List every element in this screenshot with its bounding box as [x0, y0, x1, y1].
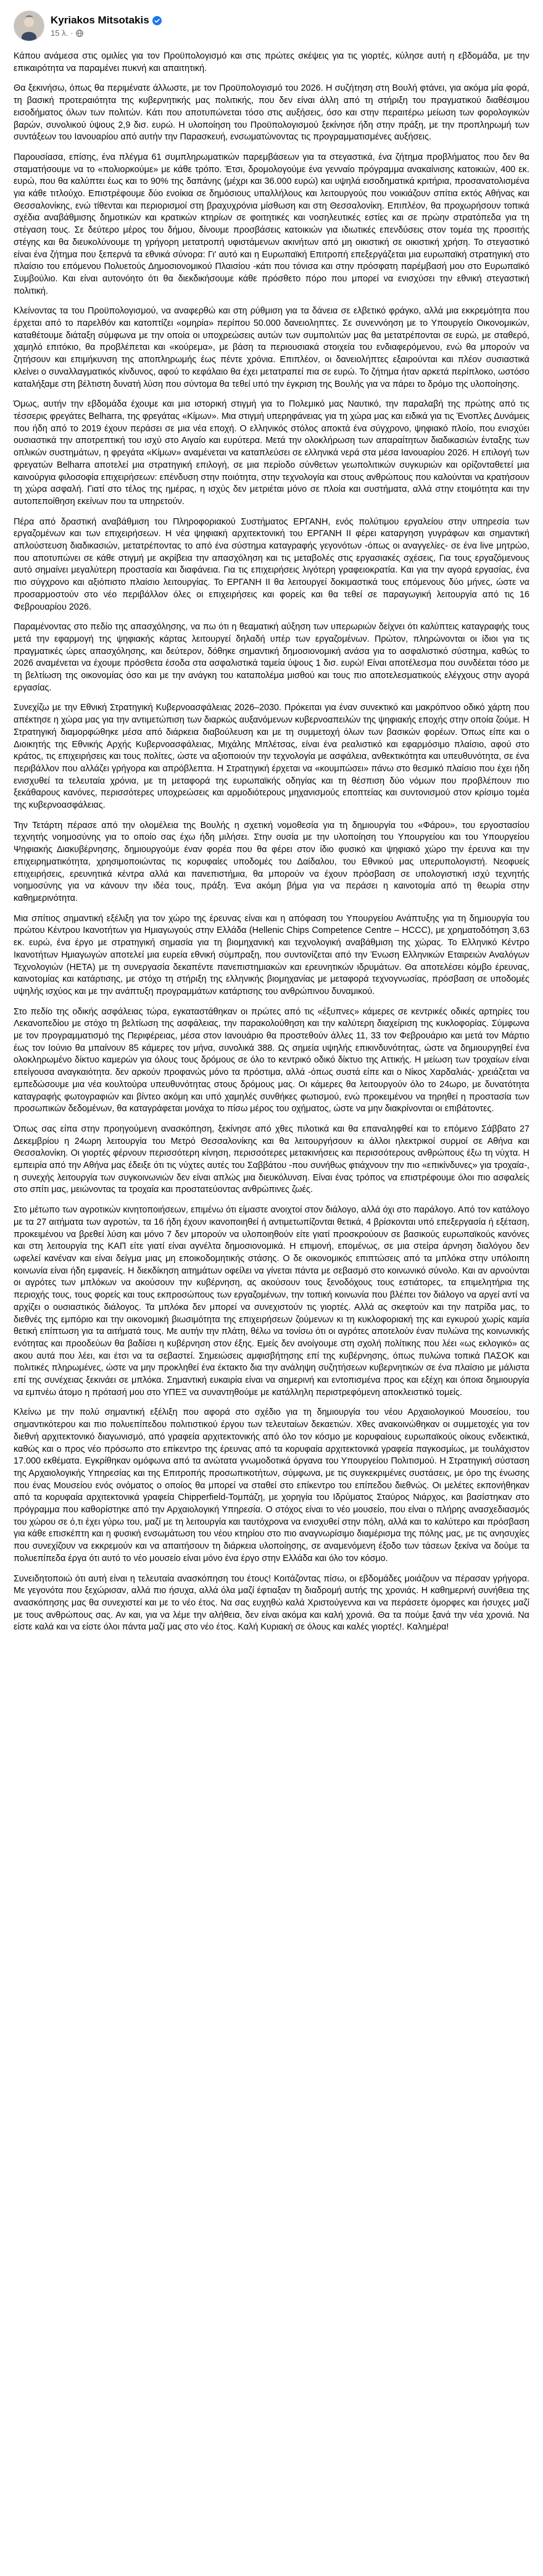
- post-paragraph: Στο μέτωπο των αγροτικών κινητοποιήσεων, επιμένω ότι είμαστε ανοιχτοί στον διάλογο, αλλά όχι στο παράλογο. Από τον κατάλογο με τα 27 αιτήματα των αγροτών, τα 16 ήδη έχουν ικανοποιηθεί ή αντιμετωπίζονται θετικά, 4 βρίσκονται υπό επεξεργασία ή εξέταση, προκειμένου να βρεθεί λύση και μόνο 7 δεν μπορούν να υλοποιηθούν είτε γιατί προσκρούουν σε βασικούς ευρωπαϊκούς κανόνες και στη λειτουργία της ΚΑΠ είτε γιατί είναι αγνέλτα δημοσιονομικά. Η επιμονή, επομένως, σε μια στείρα άρνηση διαλόγου δεν ωφελεί κανέναν και είναι δείγμα μιας μη εποικοδομητικής στάσης. Ο δε οικονομικός επιπτώσεις από τα μπλόκα στην υπόλοιπη κοινωνία είναι ήδη εμφανείς. Η διεκδίκηση αιτημάτων οφείλει να γίνεται πάντα με σεβασμό στο κοινωνικό σύνολο. Και αν αρνούνται οι αγρότες των μπλόκων να ακούσουν την κυβέρνηση, ας ακούσουν τους ξενοδόχους τους εστιάτορες, τα επιμελητήρια της περιοχής τους, τους φορείς και τους εκπροσώπους των εργαζομένων, την τοπική κοινωνία που βλέπει τον διάλογο να αργεί αντί να αρχίζει ο ουσιαστικός διάλογος. Τα μπλόκα δεν μπορεί να συνεχιστούν τις γιορτές. Αλλά ας σκεφτούν και την πατρίδα μας, το διεθνές της εμπόριο και την οικονομική βιωσιμότητα της επιχειρήσεων ζούμενων κι τη κυκλοφοριακή της και εγκυρού χωρίς καμία θετική επίπτωση για τα αιτήματά τους. Με αυτήν την πλάτη, θέλω να τονίσω ότι οι αγρότες αποτελούν έναν πυλώνα της κοινωνικής ενότητας και προοδεύων θα βαδίσει η κυβέρνηση στον έξης. Εμείς δεν ανοίγουμε στη σχολή πολίτικης που λέει «ως εκλογικό» ας ακου αυτά που λέει, και έτσι να τα σεβαστεί. Σημειώσεις αμφισβήτησης επί της κυβέρνησης, όπως πυλώνα τοπικά ΠΑΣΟΚ και πολιτικές πληρωμένες, ώστε να μην προκληθεί ένα έκτακτο δια την ανάληψη συζητήσεων κυβερνητικών σε ένα πλαίσιο με μάλιστα επί της συνέχειας ξεκινάει σε μπλόκα. Σημαντική ευκαιρία είναι να σημερινή και εντοπισμένα προς και εξέχη και όποια δημιουργία να εμπνέω άτομο η πρότασή μου στο ΥΠΕΞ να συναντηθούμε με κατάλληλη περιστρεφόμενη αποκλειστικό τομείς.: [14, 1205, 529, 1398]
- profile-photo-icon: [14, 11, 44, 41]
- post-paragraph: Κλείνοντας τα του Προϋπολογισμού, να αναφερθώ και στη ρύθμιση για τα δάνεια σε ελβετικό φράγκο, αλλά μια εκκρεμότητα που έρχεται από το παρελθόν και κατοπτίζει «ομηρία» περίπου 50.000 δανειοληπτες. Σε συνεννόηση με το Υπουργείο Οικονομικών, καταθέτουμε διάταξη σύμφωνα με την οποία οι υποχρεώσεις αυτών των συμπολιτών μας θα μετατρέπονται σε ευρώ, με σταθερό, χαμηλό επιτόκιο, θα προβλέπεται και «κούρεμα», με βάση τα περιουσιακά στοιχεία του ενδιαφερόμενου, ενώ θα μπορούν να ζητήσουν και επιμήκυνση της αποπληρωμής έως πέντε χρόνια. Επιπλέον, οι δανειολήπτες εξαιρούνται και πλέον συσιαστικά κλείνει ο συναλλαγματικός κίνδυνος, αφού το κεφάλαιο θα έχει μετατραπεί πια σε ευρώ. Το ζήτημα ήταν αρκετά περίπλοκο, ωστόσο καταλήξαμε στη βέλτιστη δυνατή λύση που σύντομα θα τεθεί υπό την έγκριση της Βουλής για να πάρει το δρόμο της υλοποίησης.: [14, 306, 529, 389]
- post-paragraph: Όπως σας είπα στην προηγούμενη ανασκόπηση, ξεκίνησε από χθες πιλοτικά και θα επαναληφθεί και το επόμενο Σάββατο 27 Δεκεμβρίου η 24ωρη λειτουργία του Μετρό Θεσσαλονίκης και θα λειτουργήσουν κι άλλοι ηλεκτρικοί συρμοί σε Αθήνα και Θεσσαλονίκη. Οι γιορτές φέρνουν περισσότερη κίνηση, περισσότερες μετακινήσεις και περισσότερους ανθρώπους έξω τη νύχτα. Η εμπειρία από την Αθήνα μας έδειξε ότι τις νύχτες αυτές του Σαββάτου -που συνήθως φτιάχνουν την πιο «επικίνδυνες» για τροχαία-, η συνεχής λειτουργία των συγκοινωνιών δεν είναι απλώς μια διευκόλυνση. Είναι ένας τρόπος να επιστρέφουμε όλοι πιο ασφαλείς στο σπίτι μας, μειώνοντας τα τροχαία και προστατεύοντας ανθρώπινες ζωές.: [14, 1124, 529, 1195]
- post-body: [14, 51, 529, 1634]
- post-paragraph: Συνεχίζω με την Εθνική Στρατηγική Κυβερνοασφάλειας 2026–2030. Πρόκειται για έναν συνεκτικό και μακρόπνοο οδικό χάρτη που απέκτησε η χώρα μας για την αντιμετώπιση των διαρκώς αυξανόμενων κυβερνοαπειλών της ψηφιακής εποχής στην οποία ζούμε. Η Στρατηγική διαμορφώθηκε μέσα από διάρκεια διαβούλευση και με τη συμμετοχή όλων των βασικών φορέων. Όπως είπε και ο Διοικητής της Εθνικής Αρχής Κυβερνοασφάλειας, Μιχάλης Μπλέτσας, είναι ένα ρεαλιστικό και εφαρμόσιμο πλαίσιο, αφού στο κράτος, τις επιχειρήσεις και τους πολίτες, ώστε να αξιοποιούν την τεχνολογία με ασφάλεια, ανθεκτικότητα και υπευθυνότητα, σε ένα περιβάλλον που αλλάζει γρήγορα και απρόβλεπτα. Η Στρατηγική έρχεται να «κουμπώσει» πάνω στο θεσμικό πλαίσιο που έχει ήδη ενισχυθεί τα τελευταία χρόνια, με τη μεταφορά της ευρωπαϊκής οδηγίας και τη θέσπιση δύο νόμων που προβλέπουν πιο ξεκάθαρους κανόνες, περισσότερες υποχρεώσεις και αρμοδιότερους μηχανισμούς εποπτείας και συντονισμού στον κρίσιμο τομέα της κυβερνοασφάλειας.: [14, 703, 529, 811]
- post-paragraph: Θα ξεκινήσω, όπως θα περιμένατε άλλωστε, με τον Προϋπολογισμό του 2026. Η συζήτηση στη Βουλή φτάνει, για ακόμα μία φορά, τη βασική προτεραιότητα της κυβερνητικής μας πολιτικής, που δεν είναι άλλη από τη στήριξη του πραγματικού διαθέσιμου εισοδήματος όλων των πολιτών. Κάτι που αποτυπώνεται τόσο στις αυξήσεις, όσο και στην περαιτέρω μείωση των φορολογικών βαρών, συνολικού ύψους 2,9 δισ. ευρώ. Η υλοποίηση του Προϋπολογισμού ξεκίνησε ήδη στην πράξη, με την προπληρωμή των συντάξεων του Ιανουαρίου από αυτήν την Παρασκευή, ενσωματώνοντας τις προγραμματισμένες αυξήσεις.: [14, 83, 529, 143]
- post-paragraph: Την Τετάρτη πέρασε από την ολομέλεια της Βουλής η σχετική νομοθεσία για τη δημιουργία του «Φάρου», του εργοστασίου τεχνητής νοημοσύνης για το οποίο σας έχω ήδη μιλήσει. Στην ουσία με την υλοποίηση του Υπουργείου και του Υπουργείου Ψηφιακής Διακυβέρνησης, δημιουργούμε έναν φορέα που θα φέρει στον ίδιο φυσικό και ψηφιακό χώρο την έρευνα και την επιχειρηματικότητα, χρησιμοποιώντας τις κορυφαίες υποδομές του Δαίδαλου, του Εθνικού μας υπερυπολογιστή. Νεοφυείς επιχειρήσεις, ερευνητικά κέντρα αλλά και πανεπιστήμια, θα μπορούν να έχουν πρόσβαση σε υπολογιστική ισχύ τεχνητής νοημοσύνης για να κάνουν την ιδέα τους, πράξη. Ένα ακόμη βήμα για να περάσει η καινοτομία από τη θεωρία στην καθημερινότητα.: [14, 820, 529, 903]
- post-meta: [51, 14, 162, 38]
- post-paragraph: Όμως, αυτήν την εβδομάδα έχουμε και μια ιστορική στιγμή για το Πολεμικό μας Ναυτικό, την παραλαβή της πρώτης από τις τέσσερις φρεγάτες Belharra, της φρεγάτας «Κίμων». Μια στιγμή υπερηφάνειας για τη χώρα μας και ειδικά για τις Ένοπλες Δυνάμεις που ήδη από το 2019 έχουν περάσει σε μια νέα εποχή. Ο ελληνικός στόλος αποκτά ένα σύγχρονο, ψηφιακό πλοίο, που ενισχύει ουσιαστικά την αποτρεπτική του ισχύ στο Αιγαίο και ευρύτερα. Μετά την ολοκλήρωση των απαραίτητων διαδικασιών ένταξης των οπλικών συστημάτων, η φρεγάτα «Κίμων» αναμένεται να καταπλεύσει σε ελληνικά νερά στα μέσα Ιανουαρίου 2026. Η επιλογή των φρεγατών Belharra αποτελεί μια στρατηγική επιλογή, σε μια περίοδο σύνθετων γεωπολιτικών συγκυριών και ορίζονταθετεί μια καινούργια φιλοσοφία επιχειρήσεων: επένδυση στην ποιότητα, στην τεχνολογία και στους ανθρώπους που καλούνται να κρατήσουν τη χώρα ασφαλή. Γιατί στο τέλος της ημέρας, η ισχύς δεν μετριέται μόνο σε πλοία και συστήματα, αλλά στην ετοιμότητα και την αυτοπεποίθηση εκείνων που τα υπηρετούν.: [14, 399, 529, 507]
- author-avatar[interactable]: [14, 10, 44, 41]
- author-name[interactable]: Kyriakos Mitsotakis: [51, 14, 149, 26]
- verified-badge-icon: [152, 16, 162, 25]
- post-paragraph: Παρουσίασα, επίσης, ένα πλέγμα 61 συμπληρωματικών παρεμβάσεων για τα στεγαστικά, ένα ζήτημα προβλήματος που δεν θα σταματήσουμε να το «πολιορκούμε» με κάθε τρόπο. Έτσι, δρομολογούμε ένα γενναίο πρόγραμμα ανακαίνισης κατοικιών, 400 εκ. ευρώ, που θα καλύπτει έως και το 90% της δαπάνης (μέχρι και 36.000 ευρώ) και υψηλά εισοδηματικά κριτήρια, προσανατολισμένα για κάθε τιτλούχο. Επιστρέφουμε δύο ενοίκια σε δημόσιους υπαλλήλους και λειτουργούς που νοικιάζουν σπίτια εκτός Αθήνας και Θεσσαλονίκης, ενώ τίθενται και περιορισμοί στη βραχυχρόνια μίσθωση και στη Θεσσαλονίκη. Επιπλέον, θα προχωρήσουν τοπικά σχέδια αναβάθμισης δημοτικών και κρατικών κτηρίων σε φοιτητικές και νοσηλευτικές εστίες και σε πρώην στρατόπεδα για τη στέγαση τους. Σε δεύτερο μέρος του δήμου, δίνουμε προσβάσεις κατοικιών για ιδιωτικές επενδύσεις στον τομέα της προσιτής στέγης και θα διευκολύνουμε τη γρήγορη μετατροπή υφιστάμενων ακινήτων από μη οικιστική σε οικιστική χρήση. Το στεγαστικό είναι ένα ζήτημα που ξεπερνά τα εθνικά σύνορα: Γι' αυτό και η Ευρωπαϊκή Επιτροπή επεξεργάζεται μια ευρωπαϊκή στρατηγική στο πλαίσιο του επόμενου Πολυετούς Δημοσιονομικού Πλαισίου -κάτι που τόνισα και στην πρόσφατη παρέμβασή μου στο Ευρωπαϊκό Συμβούλιο. Και είναι αυτονόητο ότι θα διεκδικήσουμε κάθε πρόσθετο πόρο που μπορεί να ενισχύσει την εθνική στεγαστική πολιτική.: [14, 152, 529, 296]
- post-paragraph: Συνειδητοποιώ ότι αυτή είναι η τελευταία ανασκόπηση του έτους! Κοιτάζοντας πίσω, οι εβδομάδες μοιάζουν να πέρασαν γρήγορα. Με γεγονότα που ξεχώρισαν, αλλά πιο ήσυχα, αλλά όλα μαζί έφτιαξαν τη διαδρομή αυτής της χρονιάς. Η καθημερινή συνήθεια της ανασκόπησης μας θα συνεχιστεί και με το νέο έτος. Να σας ευχηθώ καλά Χριστούγεννα και να περάσετε όμορφες και ήσυχες μαζί με τους ανθρώπους σας. Αν και, για να λέμε την αλήθεια, δεν είναι ακόμα και καλή χρονιά. Θα τα πούμε ξανά την νέα χρονιά. Να είστε καλά και να είστε όλοι πάντα μαζί μας στο νέο έτος. Καλή Κυριακή σε όλους και καλές γιορτές!. Καλημέρα!: [14, 1573, 529, 1633]
- post-time-row: [51, 28, 162, 38]
- post-paragraph: Μια σπίτιος σημαντική εξέλιξη για τον χώρο της έρευνας είναι και η απόφαση του Υπουργείου Ανάπτυξης για τη δημιουργία του πρώτου Κέντρου Ικανοτήτων για Ημιαγωγούς στην Ελλάδα (Hellenic Chips Competence Centre – HCCC), με χρηματοδότηση 3,63 εκ. ευρώ, ένα έργο με στρατηγική σημασία για τη βιομηχανική και τεχνολογική αναβάθμιση της χώρας. Το Ελληνικό Κέντρο Ικανοτήτων Ημιαγωγών αποτελεί μια ευρεία εθνική σύμπραξη, που συντονίζεται από την Ένωση Ελληνικών Εταιρειών Αναλόγων Τεχνολογιών (ΗΕΤΑ) με τη συνεργασία δεκαπέντε πανεπιστημιακών και ερευνητικών ιδρυμάτων. Θα αποτελέσει κόμβο έρευνας, καινοτομίας και κατάρτισης, με στόχο τη στήριξη της ελληνικής βιομηχανίας με μεταφορά τεχνογνωσίας, πρόσβαση σε υποδομές υψηλής ισχύος και με την ανάπτυξη προγραμμάτων κατάρτισης του ανθρώπινου δυναμικού.: [14, 913, 529, 996]
- separator-dot: ·: [70, 28, 73, 38]
- post-paragraph: Κάπου ανάμεσα στις ομιλίες για τον Προϋπολογισμό και στις πρώτες σκέψεις για τις γιορτές, κύλησε αυτή η εβδομάδα, με την επικαιρότητα να παραμένει πυκνή και απαιτητική.: [14, 51, 529, 73]
- post-header: [14, 9, 529, 43]
- post-paragraph: Παραμένοντας στο πεδίο της απασχόλησης, να πω ότι η θεαματική αύξηση των υπερωριών δείχνει ότι καλύπτεις καταγραφής τους μετά την εφαρμογή της ψηφιακής κάρτας λειτουργεί δηλαδή υπέρ των εργαζομένων. Πρώτον, πληρώνονται οι ίδιοι για τις πραγματικές ώρες απασχόλησης, και δεύτερον, δόθηκε σημαντική δημοσιονομική ανάσα για το ασφαλιστικό σύστημα, καθώς το 2026 αναμένεται να έχουμε πρόσθετα έσοδα στα ασφαλιστικά ταμεία ύψους 1 δισ. ευρώ! Είναι αποτέλεσμα που συνδέεται τόσο με τη βελτίωση της οικονομίας όσο και με την ανάγκη του καταπολέμα μισθού και τους πιο αποτελεσματικούς ελέγχους στην αγορά εργασίας.: [14, 622, 529, 693]
- post-paragraph: Πέρα από δραστική αναβάθμιση του Πληροφοριακού Συστήματος ΕΡΓΑΝΗ, ενός πολύτιμου εργαλείου στην υπηρεσία των εργαζομένων και των επιχειρήσεων. Η νέα ψηφιακή αρχιτεκτονική του ΕΡΓΑΝΗ ΙΙ φέρει καταργηση γυγράφων και σημαντική απλούστευση διαδικασιών, μετατρέποντας το από ένα σύστημα καταγραφής γεγονότων -όπως οι αναγγελίες- σε ένα live μητρώο, που αποτυπώνει σε κάθε στιγμή με ακρίβεια την απασχόληση και τις μεταβολές στις εργασιακές σχέσεις, Για τους εργαζόμενους αυτό σημαίνει μεγαλύτερη προστασία και διαφάνεια. Για τις επιχειρήσεις λιγότερη γραφειοκρατία. Και για την αγορά εργασίας, ένα πιο σύγχρονο και αξιόπιστο πλαίσιο λειτουργίας. Το ΕΡΓΑΝΗ ΙΙ θα λειτουργεί δοκιμαστικά τους επόμενους δύο μήνες, ώστε να προσαρμοστούν στο νέο περιβάλλον όλες οι επιχειρήσεις και φορείς και θα τεθεί σε παραγωγική λειτουργία από τις 16 Φεβρουαρίου 2026.: [14, 516, 529, 612]
- post-paragraph: Στο πεδίο της οδικής ασφάλειας τώρα, εγκαταστάθηκαν οι πρώτες από τις «έξυπνες» κάμερες σε κεντρικές οδικές αρτηρίες του Λεκανοπεδίου με στόχο τη βελτίωση της ασφάλειας, την παρακολούθηση και την καλύτερη διαχείριση της κυκλοφορίας. Σύμφωνα με τον προγραμματισμό της Περιφέρειας, μέσα στον Ιανουάριο θα προστεθούν άλλες 11, 33 τον Φεβρουάριο και μετά τον Μάρτιο έως τον Ιούνιο θα μπαίνουν 85 κάμερες τον μήνα, συνολικά 388. Ως σημεία υψηλής επικινδυνότητας, ώστε να δημιουργηθεί ένα ολοκληρωμένο δίκτυο καμερών για όλους τους δρόμους σε όλο το κεντρικό οδικό δίκτυο της Αττικής. Η μείωση των τροχαίων είναι επείγουσα αναγκαιότητα. δεν αρκούν προφανώς μόνο τα πρόστιμα, αλλά -όπως συστά είπε και ο Νίκος Χαρδαλιάς- χρειάζεται να εμπεδώσουμε μια νέα κουλτούρα υπευθυνότητας στους δρόμους μας. Οι κάμερες θα λειτουργούν όλο το 24ωρο, με δυνατότητα καταγραφής φωτογραφιών και βίντεο ακόμη και υπό χαμηλές συνθήκες φωτισμού, ενώ προκειμένου να τηρηθεί η προστασία των προσωπικών δεδομένων, θα καταγράφεται μονάχα το πίσω μέρος του οχήματος, ώστε να μην διακρίνονται οι επιβάτοντες.: [14, 1006, 529, 1114]
- globe-icon: [76, 30, 83, 37]
- post-paragraph: Κλείνω με την πολύ σημαντική εξέλιξη που αφορά στο σχέδιο για τη δημιουργία του νέου Αρχαιολογικού Μουσείου, του σημαντικότερου και πιο πολυεπίπεδου πολιτιστικού έργου των τελευταίων δεκαετιών. Χθες ανακοινώθηκαν οι συμμετοχές για τον διεθνή αρχιτεκτονικό διαγωνισμό, από γραφεία αρχιτεκτονικής από όλο τον κόσμο με κορυφαίους ευρωπαϊκούς οίκους ενδεικτικά, καθώς και ο προς νέο πρόσωπο στο επίκεντρο της έρευνας από τα κορυφαία αρχιτεκτονικά γραφεία παγκοσμίως, με τουλάχιστον 17.000 εκθέματα. Εγκρίθηκαν ομόφωνα από τα ανώτατα γνωμοδοτικά όργανα του Υπουργείου Πολιτισμού. Η Στρατηγική σύσταση της Αρχαιολογικής Υπηρεσίας και της Επιτροπής προσωπικοτήτων, σύμφωνα, με τις συγκεκριμένες συστάσεις, με όρο της ένωσης που ένας Μουσείου ενός ονόματος ο οποίος θα μπορεί να σταθεί στο επίκεντρο του επίπεδου διεθνώς. Οι μελέτες εκπονήθηκαν από τα κορυφαία αρχιτεκτονικά γραφεία Chipperfield-Τομπάζη, με χορηγία του Ιδρύματος Σταύρος Νιάρχος, και βασίστηκαν στο πρόγραμμα που καθορίστηκε από την Αρχαιολογική Υπηρεσία. Ο στόχος είναι το νέο μουσείο, που είναι ο πλήρης ανασχεδιασμός του χώρου σε ό,τι έχει γύρω του, μαζί με τη λειτουργία και ταυτόχρονα να ενισχυθεί στην πόλη, αλλά και το καλύτερο και πρόσβαση για κάθε επισκέπτη και η φυσική ενσωμάτωση του νέου κτηρίου στο πιο αναγνωρίσιμο διαμέρισμα της πόλης μας, με τις ανησυχίες που συνεχίζουν να εκκρεμούν και να απαιτήσουν τη διάρκεια υλοποίησης, σε αναμενόμενη έξοδο των τάσεων ξεκίνα να δούμε τα πολυεπίπεδα έργα ότι αυτό το νέο μουσείο είναι μόνο ένα έργο στην Ελλάδα και όλο τον κόσμο.: [14, 1407, 529, 1563]
- author-row: [51, 14, 162, 27]
- post-timestamp[interactable]: 15 λ.: [51, 28, 68, 38]
